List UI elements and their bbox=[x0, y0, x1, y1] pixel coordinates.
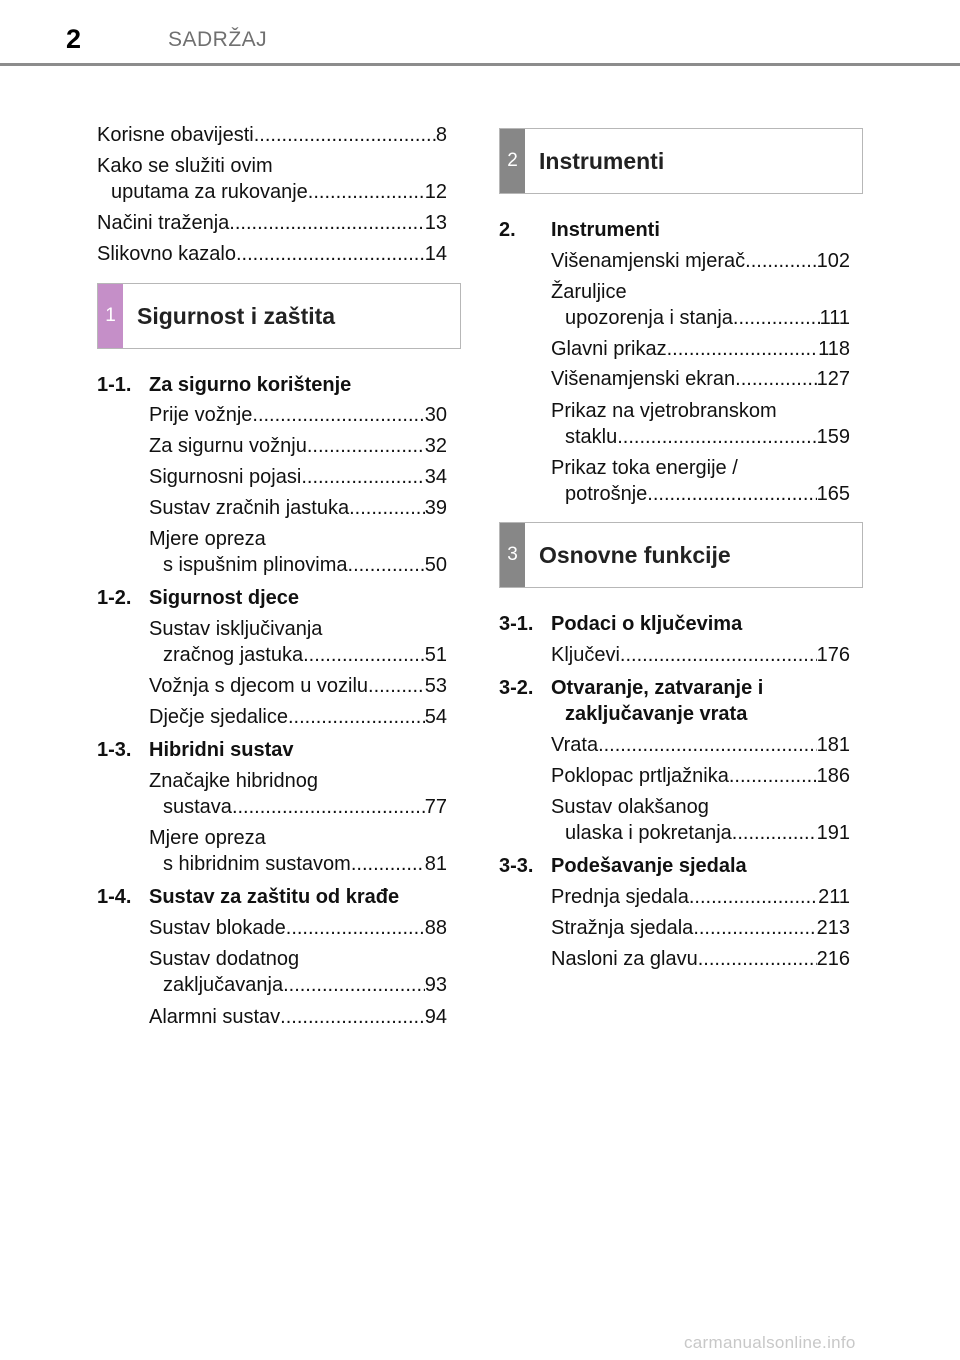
page-ref: 14 bbox=[424, 243, 447, 265]
section-title: Instrumenti bbox=[551, 219, 660, 241]
section-heading bbox=[97, 372, 351, 398]
entry-text: Za sigurnu vožnju bbox=[149, 435, 307, 457]
page-ref: 53 bbox=[424, 675, 447, 697]
page-ref: 211 bbox=[818, 886, 850, 908]
dot-leader bbox=[308, 179, 425, 205]
entry-text: Višenamjenski mjerač bbox=[551, 250, 746, 272]
dot-leader bbox=[286, 915, 425, 941]
entry-text: Vožnja s djecom u vozilu bbox=[149, 675, 369, 697]
dot-leader bbox=[667, 336, 819, 362]
entry-text: upozorenja i stanja bbox=[565, 307, 733, 329]
entry-text: Sustav dodatnog bbox=[149, 948, 300, 970]
entry-text: uputama za rukovanje bbox=[111, 181, 308, 203]
section-code: 3-1. bbox=[499, 613, 534, 635]
chapter-3-box[interactable] bbox=[499, 522, 863, 588]
page-ref: 50 bbox=[424, 554, 447, 576]
toc-entry[interactable] bbox=[97, 122, 447, 148]
entry-text: Načini traženja bbox=[97, 212, 230, 234]
entry-text: Prikaz na vjetrobranskom bbox=[551, 400, 777, 422]
toc-entry bbox=[149, 616, 322, 642]
dot-leader bbox=[647, 481, 816, 507]
dot-leader bbox=[254, 122, 436, 148]
chapter-number-tab: 2 bbox=[500, 129, 525, 193]
dot-leader bbox=[368, 673, 425, 699]
dot-leader bbox=[733, 305, 820, 331]
toc-entry bbox=[551, 398, 777, 424]
entry-text: Prikaz toka energije / bbox=[551, 457, 738, 479]
entry-text: Vrata bbox=[551, 734, 599, 756]
section-heading bbox=[97, 884, 399, 910]
toc-entry[interactable] bbox=[97, 241, 447, 267]
entry-text: Žaruljice bbox=[551, 281, 627, 303]
dot-leader bbox=[735, 366, 816, 392]
page-ref: 176 bbox=[816, 644, 850, 666]
chapter-2-box[interactable] bbox=[499, 128, 863, 194]
dot-leader bbox=[689, 884, 818, 910]
section-heading bbox=[97, 585, 299, 611]
chapter-title: Sigurnost i zaštita bbox=[137, 303, 336, 329]
page-ref: 94 bbox=[424, 1006, 447, 1028]
chapter-1-box[interactable] bbox=[97, 283, 461, 349]
toc-entry[interactable] bbox=[97, 210, 447, 236]
section-code: 1-4. bbox=[97, 886, 132, 908]
entry-text: Slikovno kazalo bbox=[97, 243, 236, 265]
entry-text: Mjere opreza bbox=[149, 528, 266, 550]
section-title: Podaci o ključevima bbox=[551, 613, 743, 635]
toc-entry bbox=[97, 153, 273, 179]
entry-text: zaključavanja bbox=[163, 974, 284, 996]
entry-text: Korisne obavijesti bbox=[97, 124, 254, 146]
page-title: SADRŽAJ bbox=[168, 28, 268, 51]
toc-entry[interactable] bbox=[565, 481, 850, 507]
dot-leader bbox=[288, 704, 425, 730]
toc-entry[interactable] bbox=[149, 704, 447, 730]
page-ref: 34 bbox=[424, 466, 447, 488]
entry-text: Dječje sjedalice bbox=[149, 706, 288, 728]
entry-text: staklu bbox=[565, 426, 618, 448]
chapter-title: Osnovne funkcije bbox=[539, 542, 731, 568]
toc-entry[interactable] bbox=[551, 366, 850, 392]
entry-text: Alarmni sustav bbox=[149, 1006, 281, 1028]
dot-leader bbox=[283, 972, 425, 998]
entry-text: ulaska i pokretanja bbox=[565, 822, 732, 844]
toc-entry[interactable] bbox=[111, 179, 447, 205]
toc-entry bbox=[551, 279, 627, 305]
toc-entry[interactable] bbox=[551, 763, 850, 789]
toc-entry bbox=[551, 794, 709, 820]
entry-text: Sigurnosni pojasi bbox=[149, 466, 302, 488]
entry-text: Sustav zračnih jastuka bbox=[149, 497, 350, 519]
entry-text: sustava bbox=[163, 796, 232, 818]
toc-entry[interactable] bbox=[149, 464, 447, 490]
dot-leader bbox=[348, 552, 425, 578]
page-ref: 51 bbox=[424, 644, 447, 666]
page-ref: 191 bbox=[816, 822, 850, 844]
dot-leader bbox=[698, 946, 817, 972]
toc-entry[interactable] bbox=[551, 732, 850, 758]
entry-text: Prednja sjedala bbox=[551, 886, 689, 908]
chapter-number-tab: 1 bbox=[98, 284, 123, 348]
page-ref: 165 bbox=[816, 483, 850, 505]
page-ref: 159 bbox=[816, 426, 850, 448]
dot-leader bbox=[693, 915, 816, 941]
entry-text: Poklopac prtljažnika bbox=[551, 765, 729, 787]
section-heading bbox=[499, 217, 660, 243]
page-ref: 216 bbox=[816, 948, 850, 970]
page-ref: 181 bbox=[816, 734, 850, 756]
page-ref: 118 bbox=[818, 338, 850, 360]
toc-entry bbox=[149, 825, 266, 851]
toc-entry[interactable] bbox=[149, 402, 447, 428]
toc-entry[interactable] bbox=[551, 248, 850, 274]
toc-entry bbox=[149, 768, 318, 794]
entry-text: Sustav isključivanja bbox=[149, 618, 323, 640]
page-ref: 213 bbox=[816, 917, 850, 939]
page-ref: 39 bbox=[424, 497, 447, 519]
toc-entry[interactable] bbox=[551, 642, 850, 668]
page-ref: 12 bbox=[424, 181, 447, 203]
page-number: 2 bbox=[66, 24, 82, 54]
toc-entry[interactable] bbox=[163, 794, 447, 820]
entry-text: s ispušnim plinovima bbox=[163, 554, 348, 576]
entry-text: Stražnja sjedala bbox=[551, 917, 694, 939]
dot-leader bbox=[303, 642, 425, 668]
entry-text: potrošnje bbox=[565, 483, 648, 505]
section-code: 2. bbox=[499, 219, 516, 241]
page-ref: 111 bbox=[819, 307, 850, 329]
chapter-title: Instrumenti bbox=[539, 148, 665, 174]
header-divider bbox=[0, 63, 960, 66]
entry-text: Sustav blokade bbox=[149, 917, 286, 939]
watermark: carmanualsonline.info bbox=[684, 1333, 856, 1352]
toc-entry bbox=[149, 526, 266, 552]
entry-text: Glavni prikaz bbox=[551, 338, 667, 360]
dot-leader bbox=[729, 763, 817, 789]
page-ref: 186 bbox=[816, 765, 850, 787]
page-ref: 30 bbox=[424, 404, 447, 426]
toc-entry[interactable] bbox=[163, 851, 447, 877]
page-header bbox=[0, 0, 960, 70]
toc-entry[interactable] bbox=[163, 972, 447, 998]
toc-entry[interactable] bbox=[149, 673, 447, 699]
entry-text: Značajke hibridnog bbox=[149, 770, 318, 792]
dot-leader bbox=[598, 732, 817, 758]
section-code: 3-2. bbox=[499, 677, 534, 699]
entry-text: zaključavanje vrata bbox=[565, 703, 748, 725]
page-ref: 127 bbox=[816, 368, 850, 390]
dot-leader bbox=[351, 851, 425, 877]
entry-text: Sustav olakšanog bbox=[551, 796, 709, 818]
entry-text: s hibridnim sustavom bbox=[163, 853, 351, 875]
toc-entry[interactable] bbox=[163, 642, 447, 668]
entry-text: Mjere opreza bbox=[149, 827, 266, 849]
dot-leader bbox=[236, 241, 425, 267]
chapter-number-tab: 3 bbox=[500, 523, 525, 587]
section-title: Hibridni sustav bbox=[149, 739, 294, 761]
page-ref: 54 bbox=[424, 706, 447, 728]
entry-text: Nasloni za glavu bbox=[551, 948, 698, 970]
page-ref: 88 bbox=[424, 917, 447, 939]
entry-text: Prije vožnje bbox=[149, 404, 253, 426]
toc-entry bbox=[551, 455, 738, 481]
page-ref: 102 bbox=[816, 250, 850, 272]
toc-entry[interactable] bbox=[551, 884, 850, 910]
page-ref: 81 bbox=[424, 853, 447, 875]
dot-leader bbox=[301, 464, 424, 490]
page-ref: 8 bbox=[435, 124, 447, 146]
dot-leader bbox=[732, 820, 817, 846]
page-ref: 77 bbox=[424, 796, 447, 818]
dot-leader bbox=[617, 424, 816, 450]
section-title-continued bbox=[565, 701, 747, 727]
page-ref: 13 bbox=[424, 212, 447, 234]
toc-entry[interactable] bbox=[565, 424, 850, 450]
page-ref: 32 bbox=[424, 435, 447, 457]
dot-leader bbox=[229, 210, 424, 236]
section-title: Za sigurno korištenje bbox=[149, 374, 352, 396]
toc-entry[interactable] bbox=[149, 433, 447, 459]
section-code: 3-3. bbox=[499, 855, 534, 877]
section-title: Podešavanje sjedala bbox=[551, 855, 747, 877]
section-title: Sustav za zaštitu od krađe bbox=[149, 886, 400, 908]
dot-leader bbox=[280, 1004, 425, 1030]
dot-leader bbox=[252, 402, 424, 428]
toc-entry[interactable] bbox=[149, 1004, 447, 1030]
dot-leader bbox=[349, 495, 425, 521]
toc-entry[interactable] bbox=[551, 915, 850, 941]
section-heading bbox=[499, 853, 747, 879]
page-ref: 93 bbox=[424, 974, 447, 996]
toc-entry[interactable] bbox=[149, 495, 447, 521]
dot-leader bbox=[307, 433, 425, 459]
dot-leader bbox=[745, 248, 816, 274]
section-code: 1-3. bbox=[97, 739, 132, 761]
section-code: 1-1. bbox=[97, 374, 132, 396]
section-title: Otvaranje, zatvaranje i bbox=[551, 677, 764, 699]
dot-leader bbox=[232, 794, 425, 820]
section-heading bbox=[97, 737, 293, 763]
toc-entry bbox=[149, 946, 299, 972]
entry-text: zračnog jastuka bbox=[163, 644, 304, 666]
toc-entry[interactable] bbox=[551, 336, 850, 362]
toc-entry[interactable] bbox=[149, 915, 447, 941]
toc-entry[interactable] bbox=[565, 305, 850, 331]
entry-text: Kako se služiti ovim bbox=[97, 155, 273, 177]
toc-entry[interactable] bbox=[565, 820, 850, 846]
section-title: Sigurnost djece bbox=[149, 587, 300, 609]
entry-text: Višenamjenski ekran bbox=[551, 368, 736, 390]
section-heading bbox=[499, 611, 742, 637]
section-heading bbox=[499, 675, 763, 701]
dot-leader bbox=[620, 642, 817, 668]
toc-entry[interactable] bbox=[551, 946, 850, 972]
toc-entry[interactable] bbox=[163, 552, 447, 578]
entry-text: Ključevi bbox=[551, 644, 620, 666]
section-code: 1-2. bbox=[97, 587, 132, 609]
